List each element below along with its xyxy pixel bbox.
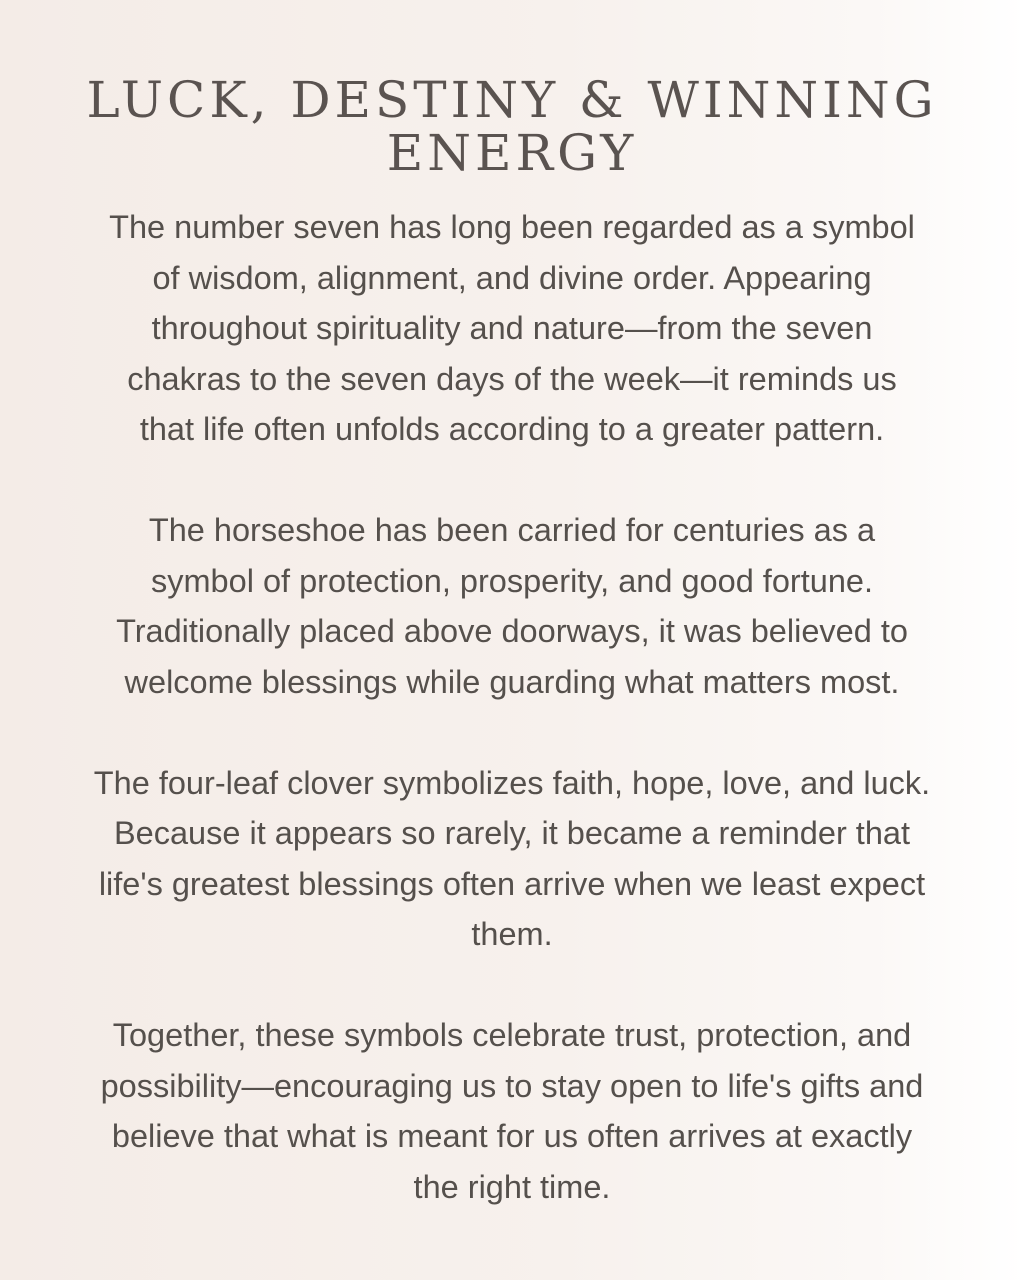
text-line: the right time. [413, 1168, 611, 1205]
text-line: welcome blessings while guarding what matters most. [124, 663, 900, 700]
text-line: possibility—encouraging us to stay open to life's gifts and [100, 1067, 924, 1104]
text-line: Traditionally placed above doorways, it was believed to [116, 613, 908, 649]
title-line-2: ENERGY [386, 124, 638, 182]
text-line: Because it appears so rarely, it became a reminder that [113, 815, 911, 851]
text-line: Together, these symbols celebrate trust, protection, and [112, 1017, 912, 1053]
text-line: chakras to the seven days of the week—it reminds us [127, 360, 897, 397]
title-line-1: LUCK, DESTINY & WINNING [86, 71, 938, 129]
text-line: them. [471, 916, 553, 952]
text-line: The four-leaf clover symbolizes faith, hope, love, and luck. [93, 764, 931, 801]
paragraph-together [17, 1010, 1007, 1212]
paragraph-seven [17, 202, 1007, 455]
text-line: The horseshoe has been carried for centuries as a [148, 512, 876, 548]
text-line: that life often unfolds according to a greater pattern. [139, 411, 885, 447]
text-line: The number seven has long been regarded as a symbol [109, 209, 915, 245]
paragraph-clover [17, 758, 1007, 960]
text-line: of wisdom, alignment, and divine order. Appearing [152, 259, 872, 296]
text-line: life's greatest blessings often arrive when we least expect [98, 865, 926, 902]
paragraph-horseshoe [17, 505, 1007, 707]
text-line: believe that what is meant for us often arrives at exactly [111, 1118, 913, 1154]
text-line: throughout spirituality and nature—from the seven [151, 310, 873, 346]
page-title [62, 71, 962, 182]
body-text [17, 202, 1007, 1212]
text-line: symbol of protection, prosperity, and good fortune. [150, 562, 874, 599]
